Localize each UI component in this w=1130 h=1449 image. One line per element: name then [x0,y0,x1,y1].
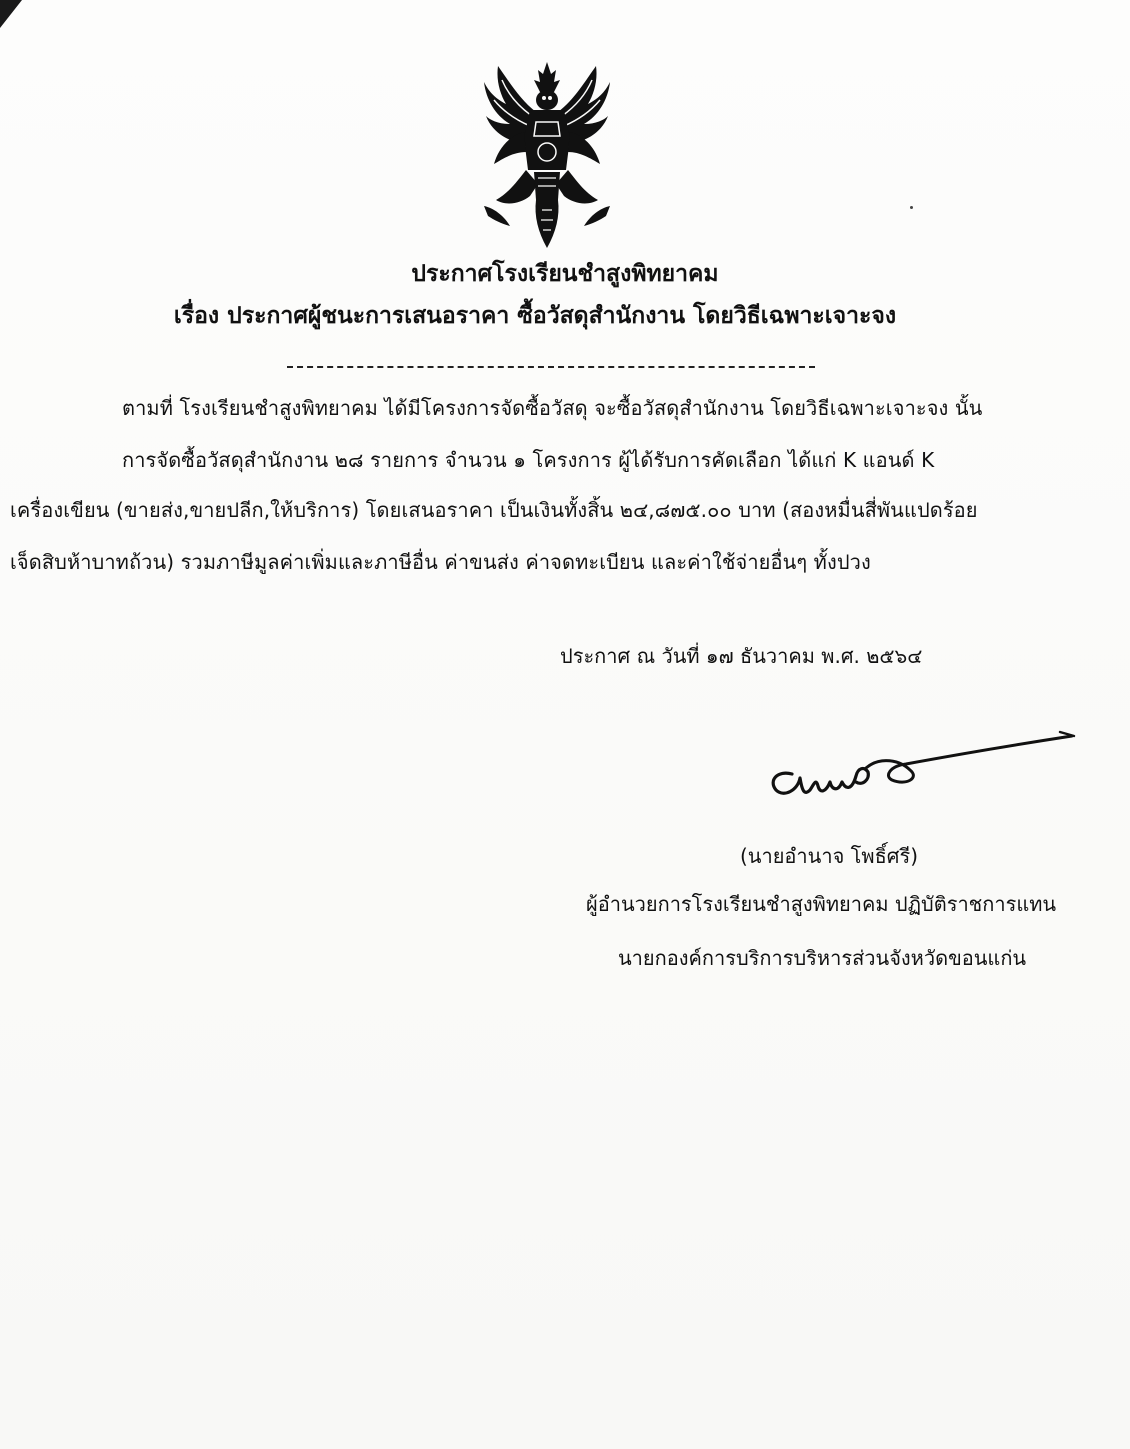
body-line-2: การจัดซื้อวัสดุสำนักงาน ๒๘ รายการ จำนวน ๑ โครงการ ผู้ได้รับการคัดเลือก ได้แก่ K แอนด์ K [122,448,935,472]
announcement-date: ประกาศ ณ วันที่ ๑๗ ธันวาคม พ.ศ. ๒๕๖๔ [560,644,923,668]
announcement-title: ประกาศโรงเรียนชำสูงพิทยาคม [411,261,719,287]
signatory-position-2: นายกองค์การบริการบริหารส่วนจังหวัดขอนแก่น [618,946,1027,970]
garuda-emblem-icon [480,60,614,250]
signatory-position-1: ผู้อำนวยการโรงเรียนชำสูงพิทยาคม ปฏิบัติราชการแทน [586,892,1057,916]
body-line-4: เจ็ดสิบห้าบาทถ้วน) รวมภาษีมูลค่าเพิ่มและภาษีอื่น ค่าขนส่ง ค่าจดทะเบียน และค่าใช้จ่ายอื่นๆ ทั้งปวง [10,550,871,574]
scan-speck [910,206,913,209]
body-line-3: เครื่องเขียน (ขายส่ง,ขายปลีก,ให้บริการ) โดยเสนอราคา เป็นเงินทั้งสิ้น ๒๔,๘๗๕.๐๐ บาท (สองหมื่นสี่พันแปดร้อย [10,498,978,522]
handwritten-signature [760,720,1080,810]
body-line-1: ตามที่ โรงเรียนชำสูงพิทยาคม ได้มีโครงการจัดซื้อวัสดุ จะซื้อวัสดุสำนักงาน โดยวิธีเฉพาะเจาะจง นั้น [122,396,983,420]
announcement-subject: เรื่อง ประกาศผู้ชนะการเสนอราคา ซื้อวัสดุสำนักงาน โดยวิธีเฉพาะเจาะจง [173,303,897,329]
scan-corner-shadow [0,0,22,28]
dashed-divider [287,366,815,368]
signatory-name: (นายอำนาจ โพธิ์ศรี) [740,844,919,868]
